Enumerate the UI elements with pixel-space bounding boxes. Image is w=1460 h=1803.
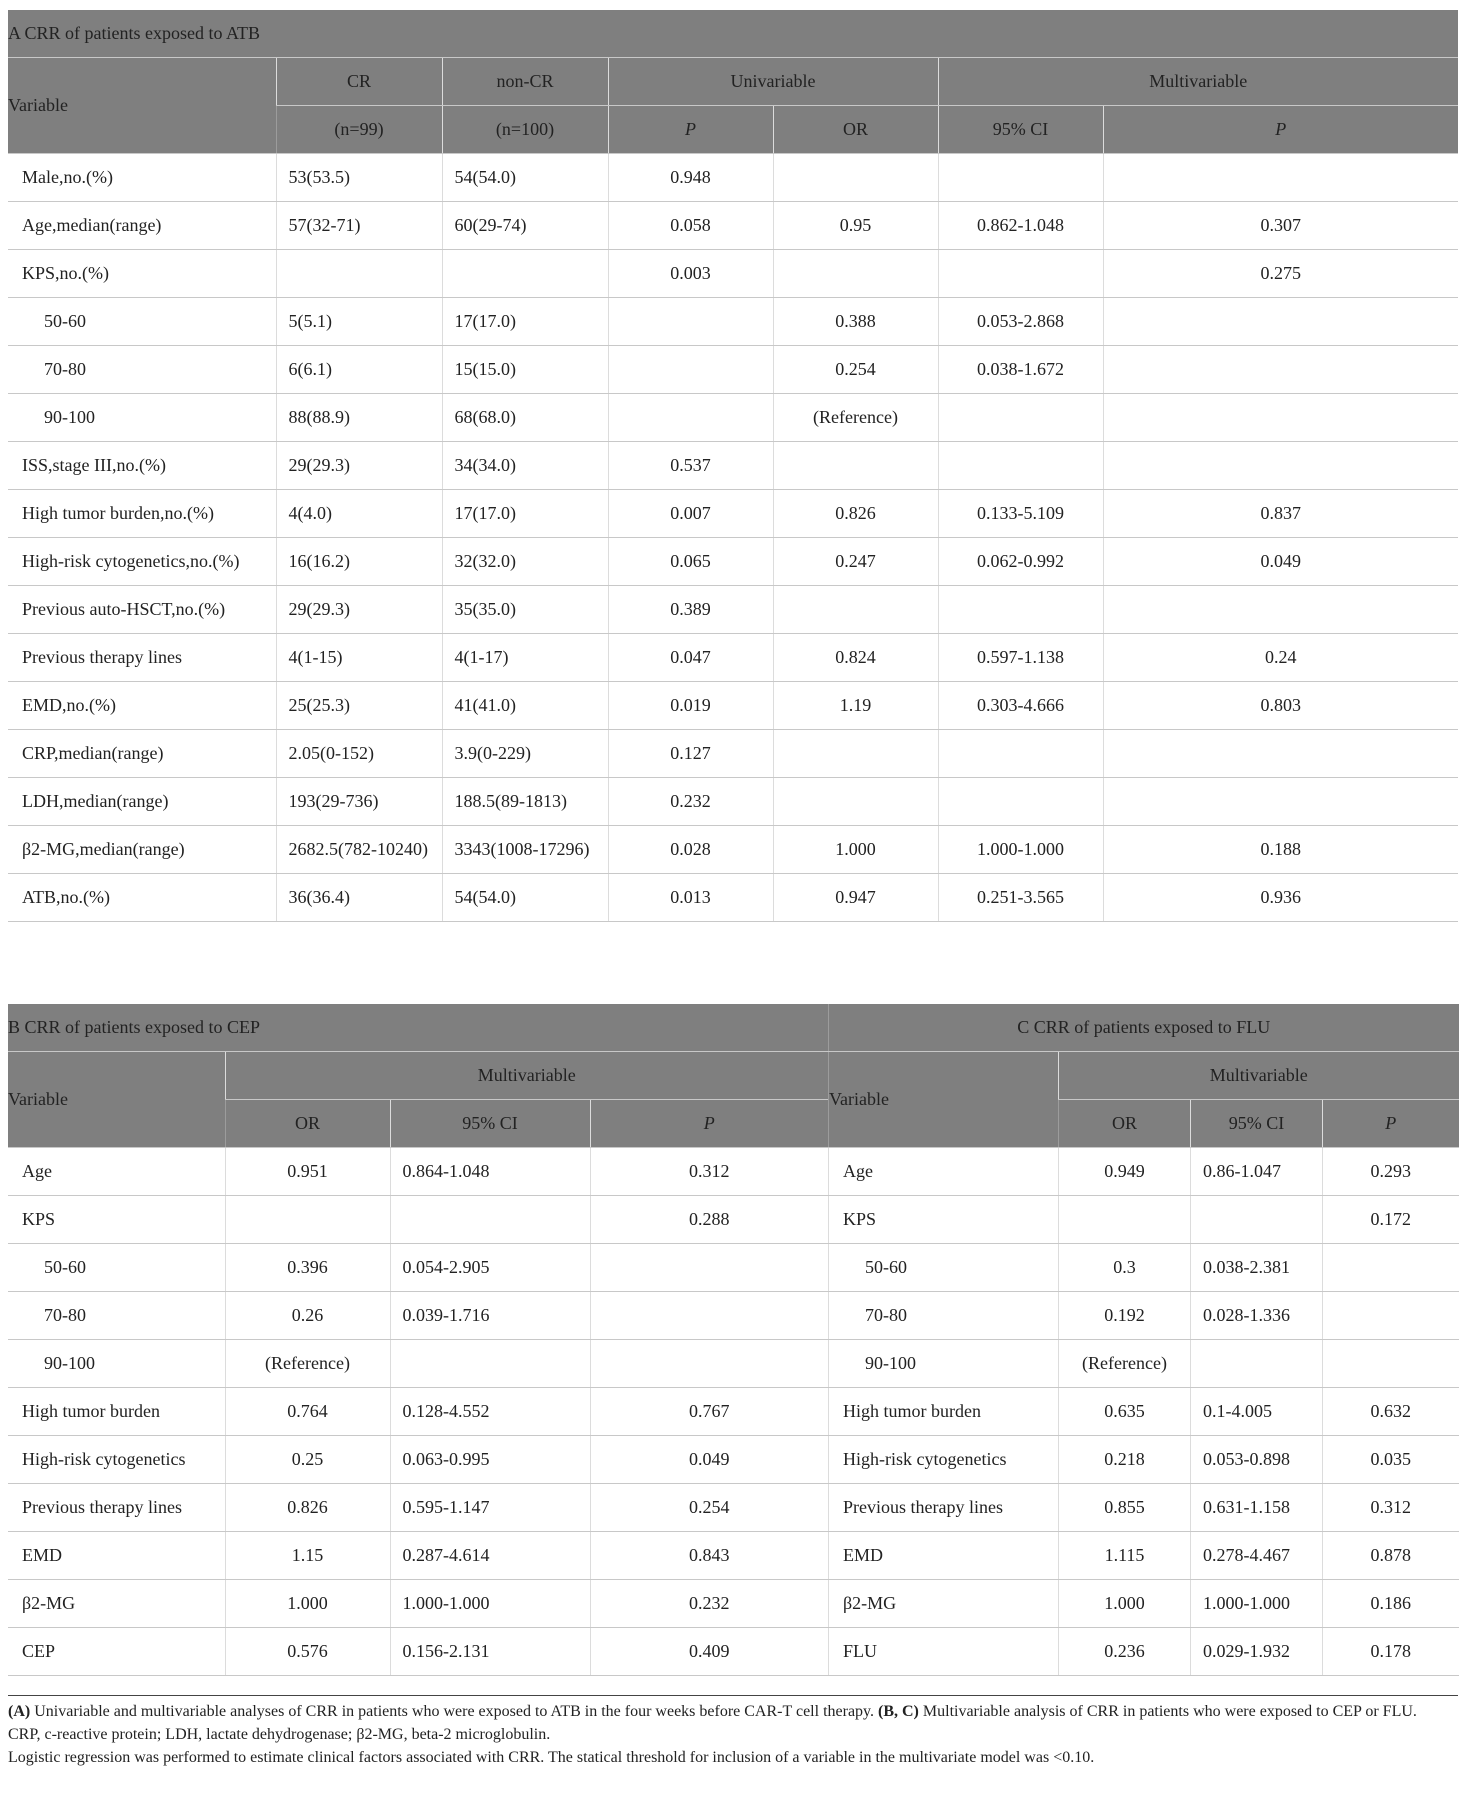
ci-value: 0.029-1.932 xyxy=(1191,1628,1323,1676)
cr-value: 2.05(0-152) xyxy=(276,730,442,778)
multivariable-p-value xyxy=(1103,586,1458,634)
p-value: 0.178 xyxy=(1323,1628,1459,1676)
row-label: β2-MG,median(range) xyxy=(8,826,276,874)
table-a-variable-header: Variable xyxy=(8,58,276,154)
footnote-rule xyxy=(8,1695,1458,1696)
row-label: 70-80 xyxy=(8,1292,225,1340)
row-label: 50-60 xyxy=(829,1244,1059,1292)
table-a-noncr-header: non-CR xyxy=(442,58,608,106)
row-label: High-risk cytogenetics xyxy=(8,1436,225,1484)
table-row xyxy=(8,874,1458,922)
p-value: 0.878 xyxy=(1323,1532,1459,1580)
noncr-value: 17(17.0) xyxy=(442,298,608,346)
row-label: EMD xyxy=(8,1532,225,1580)
or-value: 0.764 xyxy=(225,1388,390,1436)
table-a-p2-header: P xyxy=(1103,106,1458,154)
univariable-p-value: 0.537 xyxy=(608,442,773,490)
cr-value: 5(5.1) xyxy=(276,298,442,346)
table-row xyxy=(8,346,1458,394)
table-a-noncr-n: (n=100) xyxy=(442,106,608,154)
row-label: LDH,median(range) xyxy=(8,778,276,826)
table-b-body xyxy=(8,1148,828,1676)
or-value: 0.855 xyxy=(1059,1484,1191,1532)
p-value xyxy=(1323,1340,1459,1388)
noncr-value: 54(54.0) xyxy=(442,154,608,202)
table-row xyxy=(8,1628,828,1676)
row-label: High-risk cytogenetics,no.(%) xyxy=(8,538,276,586)
p-value xyxy=(590,1244,828,1292)
table-row xyxy=(8,442,1458,490)
row-label: 90-100 xyxy=(8,394,276,442)
row-label: EMD,no.(%) xyxy=(8,682,276,730)
multivariable-p-value xyxy=(1103,730,1458,778)
table-a-p-header: P xyxy=(608,106,773,154)
ci-value: 0.278-4.467 xyxy=(1191,1532,1323,1580)
noncr-value: 54(54.0) xyxy=(442,874,608,922)
row-label: High-risk cytogenetics xyxy=(829,1436,1059,1484)
p-value: 0.186 xyxy=(1323,1580,1459,1628)
or-value xyxy=(773,154,938,202)
multivariable-p-value xyxy=(1103,778,1458,826)
p-value: 0.632 xyxy=(1323,1388,1459,1436)
multivariable-p-value: 0.803 xyxy=(1103,682,1458,730)
multivariable-p-value: 0.936 xyxy=(1103,874,1458,922)
row-label: Age xyxy=(8,1148,225,1196)
table-row xyxy=(829,1340,1459,1388)
ci-value xyxy=(390,1196,590,1244)
ci-value: 0.156-2.131 xyxy=(390,1628,590,1676)
noncr-value: 34(34.0) xyxy=(442,442,608,490)
table-a-univariable-header: Univariable xyxy=(608,58,938,106)
row-label: 50-60 xyxy=(8,298,276,346)
cr-value: 53(53.5) xyxy=(276,154,442,202)
cr-value: 2682.5(782-10240) xyxy=(276,826,442,874)
univariable-p-value: 0.058 xyxy=(608,202,773,250)
ci-value: 0.053-2.868 xyxy=(938,298,1103,346)
ci-value: 0.251-3.565 xyxy=(938,874,1103,922)
noncr-value: 188.5(89-1813) xyxy=(442,778,608,826)
table-row xyxy=(829,1388,1459,1436)
row-label: EMD xyxy=(829,1532,1059,1580)
ci-value: 0.038-2.381 xyxy=(1191,1244,1323,1292)
row-label: CEP xyxy=(8,1628,225,1676)
ci-value xyxy=(938,778,1103,826)
ci-value: 0.86-1.047 xyxy=(1191,1148,1323,1196)
row-label: KPS xyxy=(8,1196,225,1244)
table-c-variable-header: Variable xyxy=(829,1052,1059,1148)
or-value: (Reference) xyxy=(225,1340,390,1388)
table-c-or-header: OR xyxy=(1059,1100,1191,1148)
or-value xyxy=(773,778,938,826)
table-row xyxy=(8,682,1458,730)
univariable-p-value: 0.013 xyxy=(608,874,773,922)
noncr-value: 3343(1008-17296) xyxy=(442,826,608,874)
ci-value: 0.631-1.158 xyxy=(1191,1484,1323,1532)
footnote-label-a: (A) xyxy=(8,1703,31,1720)
or-value: 0.635 xyxy=(1059,1388,1191,1436)
p-value: 0.312 xyxy=(1323,1484,1459,1532)
or-value: 0.3 xyxy=(1059,1244,1191,1292)
multivariable-p-value: 0.837 xyxy=(1103,490,1458,538)
or-value: (Reference) xyxy=(773,394,938,442)
ci-value: 1.000-1.000 xyxy=(390,1580,590,1628)
table-row xyxy=(8,538,1458,586)
p-value: 0.232 xyxy=(590,1580,828,1628)
or-value: 0.396 xyxy=(225,1244,390,1292)
row-label: ATB,no.(%) xyxy=(8,874,276,922)
table-row xyxy=(829,1532,1459,1580)
footnote-label-bc: (B, C) xyxy=(878,1703,919,1720)
ci-value: 0.133-5.109 xyxy=(938,490,1103,538)
table-c-title: C CRR of patients exposed to FLU xyxy=(829,1004,1459,1052)
p-value: 0.172 xyxy=(1323,1196,1459,1244)
p-value: 0.409 xyxy=(590,1628,828,1676)
row-label: 50-60 xyxy=(8,1244,225,1292)
or-value: 1.000 xyxy=(773,826,938,874)
row-label: KPS,no.(%) xyxy=(8,250,276,298)
table-c xyxy=(828,1004,1459,1676)
table-row xyxy=(829,1580,1459,1628)
ci-value: 0.028-1.336 xyxy=(1191,1292,1323,1340)
multivariable-p-value: 0.24 xyxy=(1103,634,1458,682)
table-row xyxy=(8,586,1458,634)
ci-value: 0.864-1.048 xyxy=(390,1148,590,1196)
table-b xyxy=(8,1004,828,1676)
or-value: 0.388 xyxy=(773,298,938,346)
cr-value: 57(32-71) xyxy=(276,202,442,250)
table-row xyxy=(8,1388,828,1436)
table-row xyxy=(8,250,1458,298)
or-value: 1.115 xyxy=(1059,1532,1191,1580)
row-label: Previous therapy lines xyxy=(8,1484,225,1532)
or-value xyxy=(225,1196,390,1244)
row-label: ISS,stage III,no.(%) xyxy=(8,442,276,490)
ci-value xyxy=(938,442,1103,490)
row-label: β2-MG xyxy=(8,1580,225,1628)
p-value xyxy=(1323,1244,1459,1292)
univariable-p-value: 0.003 xyxy=(608,250,773,298)
noncr-value: 15(15.0) xyxy=(442,346,608,394)
cr-value: 36(36.4) xyxy=(276,874,442,922)
or-value: 1.000 xyxy=(1059,1580,1191,1628)
ci-value: 0.038-1.672 xyxy=(938,346,1103,394)
univariable-p-value xyxy=(608,298,773,346)
or-value: 0.824 xyxy=(773,634,938,682)
table-a-multivariable-header: Multivariable xyxy=(938,58,1458,106)
noncr-value: 41(41.0) xyxy=(442,682,608,730)
row-label: KPS xyxy=(829,1196,1059,1244)
p-value: 0.288 xyxy=(590,1196,828,1244)
ci-value: 0.053-0.898 xyxy=(1191,1436,1323,1484)
p-value: 0.254 xyxy=(590,1484,828,1532)
or-value: 0.949 xyxy=(1059,1148,1191,1196)
row-label: High tumor burden xyxy=(8,1388,225,1436)
p-value: 0.767 xyxy=(590,1388,828,1436)
ci-value xyxy=(938,730,1103,778)
or-value: 0.247 xyxy=(773,538,938,586)
row-label: High tumor burden xyxy=(829,1388,1059,1436)
table-row xyxy=(829,1244,1459,1292)
row-label: FLU xyxy=(829,1628,1059,1676)
table-row xyxy=(8,730,1458,778)
ci-value xyxy=(390,1340,590,1388)
table-row xyxy=(8,1580,828,1628)
table-c-p-header: P xyxy=(1323,1100,1459,1148)
or-value: 0.826 xyxy=(225,1484,390,1532)
or-value: 0.218 xyxy=(1059,1436,1191,1484)
ci-value: 0.054-2.905 xyxy=(390,1244,590,1292)
table-row xyxy=(8,1148,828,1196)
table-a-ci-header: 95% CI xyxy=(938,106,1103,154)
row-label: Previous therapy lines xyxy=(8,634,276,682)
row-label: β2-MG xyxy=(829,1580,1059,1628)
row-label: 90-100 xyxy=(829,1340,1059,1388)
ci-value: 0.1-4.005 xyxy=(1191,1388,1323,1436)
footnote-text-a: Univariable and multivariable analyses of CRR in patients who were exposed to ATB in the four weeks before CAR-T cell therapy. xyxy=(30,1703,878,1720)
multivariable-p-value: 0.307 xyxy=(1103,202,1458,250)
table-row xyxy=(8,1436,828,1484)
table-b-multivariable-header: Multivariable xyxy=(225,1052,828,1100)
ci-value: 0.063-0.995 xyxy=(390,1436,590,1484)
noncr-value xyxy=(442,250,608,298)
table-row xyxy=(8,778,1458,826)
row-label: Male,no.(%) xyxy=(8,154,276,202)
row-label: 70-80 xyxy=(829,1292,1059,1340)
noncr-value: 35(35.0) xyxy=(442,586,608,634)
table-row xyxy=(8,1484,828,1532)
or-value: 1.19 xyxy=(773,682,938,730)
row-label: 70-80 xyxy=(8,346,276,394)
table-row xyxy=(829,1628,1459,1676)
row-label: Age xyxy=(829,1148,1059,1196)
cr-value: 29(29.3) xyxy=(276,442,442,490)
or-value: 0.26 xyxy=(225,1292,390,1340)
or-value: 0.25 xyxy=(225,1436,390,1484)
p-value: 0.049 xyxy=(590,1436,828,1484)
table-a-cr-n: (n=99) xyxy=(276,106,442,154)
or-value: 0.236 xyxy=(1059,1628,1191,1676)
or-value: 0.826 xyxy=(773,490,938,538)
cr-value: 16(16.2) xyxy=(276,538,442,586)
table-row xyxy=(829,1436,1459,1484)
table-row xyxy=(8,1340,828,1388)
p-value: 0.843 xyxy=(590,1532,828,1580)
multivariable-p-value: 0.049 xyxy=(1103,538,1458,586)
or-value xyxy=(773,442,938,490)
table-row xyxy=(8,826,1458,874)
row-label: CRP,median(range) xyxy=(8,730,276,778)
ci-value xyxy=(938,586,1103,634)
row-label: 90-100 xyxy=(8,1340,225,1388)
ci-value: 0.287-4.614 xyxy=(390,1532,590,1580)
footnote xyxy=(8,1700,1458,1769)
univariable-p-value: 0.127 xyxy=(608,730,773,778)
table-b-variable-header: Variable xyxy=(8,1052,225,1148)
noncr-value: 17(17.0) xyxy=(442,490,608,538)
or-value: 0.951 xyxy=(225,1148,390,1196)
cr-value: 29(29.3) xyxy=(276,586,442,634)
row-label: High tumor burden,no.(%) xyxy=(8,490,276,538)
ci-value: 1.000-1.000 xyxy=(1191,1580,1323,1628)
univariable-p-value: 0.019 xyxy=(608,682,773,730)
row-label: Age,median(range) xyxy=(8,202,276,250)
univariable-p-value: 0.065 xyxy=(608,538,773,586)
or-value xyxy=(773,586,938,634)
or-value: 0.947 xyxy=(773,874,938,922)
or-value: (Reference) xyxy=(1059,1340,1191,1388)
ci-value: 0.862-1.048 xyxy=(938,202,1103,250)
multivariable-p-value xyxy=(1103,298,1458,346)
p-value: 0.312 xyxy=(590,1148,828,1196)
p-value xyxy=(590,1340,828,1388)
table-row xyxy=(8,490,1458,538)
cr-value: 193(29-736) xyxy=(276,778,442,826)
footnote-line-1 xyxy=(8,1700,1458,1723)
table-row xyxy=(829,1484,1459,1532)
univariable-p-value: 0.389 xyxy=(608,586,773,634)
table-row xyxy=(8,154,1458,202)
footnote-line-3: Logistic regression was performed to estimate clinical factors associated with CRR. The statical threshold for inclusion of a variable in the multivariate model was <0.10. xyxy=(8,1749,1095,1766)
univariable-p-value xyxy=(608,346,773,394)
noncr-value: 3.9(0-229) xyxy=(442,730,608,778)
univariable-p-value: 0.047 xyxy=(608,634,773,682)
row-label: Previous therapy lines xyxy=(829,1484,1059,1532)
table-b-p-header: P xyxy=(590,1100,828,1148)
table-row xyxy=(829,1148,1459,1196)
table-b-title: B CRR of patients exposed to CEP xyxy=(8,1004,828,1052)
ci-value: 0.595-1.147 xyxy=(390,1484,590,1532)
ci-value xyxy=(1191,1340,1323,1388)
univariable-p-value xyxy=(608,394,773,442)
table-row xyxy=(8,1244,828,1292)
ci-value: 0.039-1.716 xyxy=(390,1292,590,1340)
multivariable-p-value: 0.275 xyxy=(1103,250,1458,298)
ci-value: 0.303-4.666 xyxy=(938,682,1103,730)
ci-value xyxy=(938,154,1103,202)
table-a xyxy=(8,10,1458,922)
multivariable-p-value xyxy=(1103,442,1458,490)
univariable-p-value: 0.948 xyxy=(608,154,773,202)
table-row xyxy=(8,394,1458,442)
footnote-text-bc: Multivariable analysis of CRR in patients who were exposed to CEP or FLU. xyxy=(918,1703,1417,1720)
cr-value: 25(25.3) xyxy=(276,682,442,730)
p-value: 0.035 xyxy=(1323,1436,1459,1484)
table-row xyxy=(829,1196,1459,1244)
table-a-cr-header: CR xyxy=(276,58,442,106)
ci-value xyxy=(938,394,1103,442)
cr-value: 6(6.1) xyxy=(276,346,442,394)
or-value: 0.192 xyxy=(1059,1292,1191,1340)
ci-value xyxy=(938,250,1103,298)
row-label: Previous auto-HSCT,no.(%) xyxy=(8,586,276,634)
or-value xyxy=(773,730,938,778)
ci-value: 1.000-1.000 xyxy=(938,826,1103,874)
multivariable-p-value xyxy=(1103,154,1458,202)
table-c-body xyxy=(829,1148,1459,1676)
table-row xyxy=(8,1292,828,1340)
footnote-line-2: CRP, c-reactive protein; LDH, lactate dehydrogenase; β2-MG, beta-2 microglobulin. xyxy=(8,1726,551,1743)
noncr-value: 4(1-17) xyxy=(442,634,608,682)
table-a-body xyxy=(8,154,1458,922)
multivariable-p-value xyxy=(1103,394,1458,442)
cr-value: 88(88.9) xyxy=(276,394,442,442)
table-row xyxy=(8,298,1458,346)
ci-value xyxy=(1191,1196,1323,1244)
multivariable-p-value: 0.188 xyxy=(1103,826,1458,874)
cr-value: 4(4.0) xyxy=(276,490,442,538)
multivariable-p-value xyxy=(1103,346,1458,394)
table-c-multivariable-header: Multivariable xyxy=(1059,1052,1459,1100)
table-row xyxy=(8,1532,828,1580)
or-value: 1.15 xyxy=(225,1532,390,1580)
univariable-p-value: 0.028 xyxy=(608,826,773,874)
noncr-value: 60(29-74) xyxy=(442,202,608,250)
table-c-ci-header: 95% CI xyxy=(1191,1100,1323,1148)
table-row xyxy=(8,202,1458,250)
univariable-p-value: 0.007 xyxy=(608,490,773,538)
or-value xyxy=(773,250,938,298)
or-value: 0.576 xyxy=(225,1628,390,1676)
p-value xyxy=(590,1292,828,1340)
ci-value: 0.062-0.992 xyxy=(938,538,1103,586)
or-value: 0.254 xyxy=(773,346,938,394)
or-value: 0.95 xyxy=(773,202,938,250)
ci-value: 0.128-4.552 xyxy=(390,1388,590,1436)
table-row xyxy=(8,1196,828,1244)
table-row xyxy=(8,634,1458,682)
or-value: 1.000 xyxy=(225,1580,390,1628)
p-value: 0.293 xyxy=(1323,1148,1459,1196)
table-a-or-header: OR xyxy=(773,106,938,154)
table-a-title: A CRR of patients exposed to ATB xyxy=(8,10,1458,58)
cr-value: 4(1-15) xyxy=(276,634,442,682)
noncr-value: 68(68.0) xyxy=(442,394,608,442)
table-row xyxy=(829,1292,1459,1340)
univariable-p-value: 0.232 xyxy=(608,778,773,826)
p-value xyxy=(1323,1292,1459,1340)
ci-value: 0.597-1.138 xyxy=(938,634,1103,682)
cr-value xyxy=(276,250,442,298)
noncr-value: 32(32.0) xyxy=(442,538,608,586)
table-b-or-header: OR xyxy=(225,1100,390,1148)
table-b-ci-header: 95% CI xyxy=(390,1100,590,1148)
or-value xyxy=(1059,1196,1191,1244)
